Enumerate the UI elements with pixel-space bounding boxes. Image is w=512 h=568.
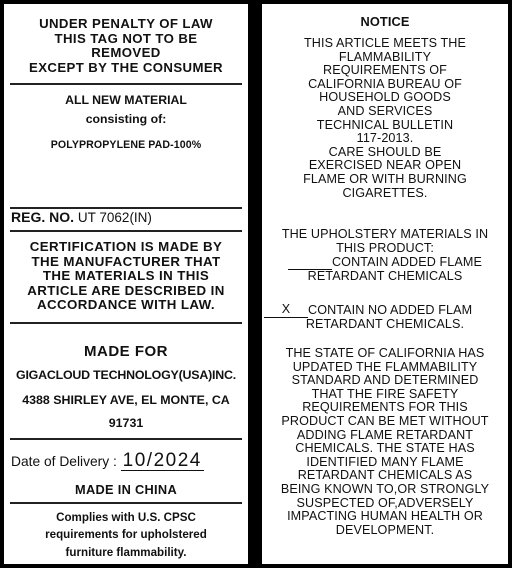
divider bbox=[10, 502, 242, 504]
notice-line: THIS ARTICLE MEETS THE bbox=[304, 36, 466, 50]
notice-line: HOUSEHOLD GOODS bbox=[319, 90, 451, 105]
divider bbox=[10, 230, 242, 232]
penalty-line: UNDER PENALTY OF LAW bbox=[39, 16, 213, 31]
california-line: UPDATED THE FLAMMABILITY bbox=[292, 359, 478, 374]
california-line: STANDARD AND DETERMINED bbox=[291, 373, 479, 388]
notice-line: CARE SHOULD BE bbox=[328, 144, 442, 159]
reg-label: REG. NO. bbox=[11, 209, 75, 225]
notice-line: EXERCISED NEAR OPEN bbox=[308, 158, 462, 173]
california-line: CHEMICALS. THE STATE HAS bbox=[295, 441, 475, 456]
certification-line: ARTICLE ARE DESCRIBED IN bbox=[27, 282, 225, 298]
company-address: 4388 SHIRLEY AVE, EL MONTE, CA bbox=[22, 393, 230, 407]
california-line: DEVELOPMENT. bbox=[335, 522, 435, 537]
notice-line: AND SERVICES bbox=[337, 103, 433, 118]
delivery-date bbox=[11, 451, 255, 471]
option-label: CONTAIN NO ADDED FLAM bbox=[308, 303, 473, 317]
notice-line: TECHNICAL BULLETIN bbox=[316, 117, 454, 132]
cpsc-line: requirements for upholstered bbox=[45, 528, 207, 542]
option-added-flame-retardant bbox=[262, 256, 508, 283]
cpsc-line: furniture flammability. bbox=[65, 545, 187, 559]
company-name: GIGACLOUD TECHNOLOGY(USA)INC. bbox=[16, 368, 236, 382]
california-line: RETARDANT CHEMICALS AS bbox=[297, 468, 473, 483]
upholstery-line: THE UPHOLSTERY MATERIALS IN bbox=[281, 227, 489, 241]
notice-title: NOTICE bbox=[360, 14, 410, 29]
notice-body bbox=[262, 37, 508, 200]
penalty-line: EXCEPT BY THE CONSUMER bbox=[29, 59, 223, 75]
delivery-label: Date of Delivery : bbox=[11, 454, 117, 469]
california-line: BEING KNOWN TO,OR STRONGLY bbox=[280, 481, 490, 496]
upholstery-statement bbox=[262, 228, 508, 255]
notice-line: FLAME OR WITH BURNING bbox=[303, 171, 467, 186]
california-line: IMPACTING HUMAN HEALTH OR bbox=[287, 509, 483, 524]
penalty-line: THIS TAG NOT TO BE bbox=[54, 30, 198, 46]
notice-line: 117-2013. bbox=[356, 131, 414, 146]
california-line: ADDING FLAME RETARDANT bbox=[296, 427, 474, 442]
divider bbox=[10, 438, 242, 440]
divider bbox=[10, 322, 242, 324]
option-label-continued: RETARDANT CHEMICALS. bbox=[305, 316, 465, 331]
california-line: PRODUCT CAN BE MET WITHOUT bbox=[281, 413, 489, 428]
material-content: POLYPROPYLENE PAD-100% bbox=[50, 139, 202, 151]
divider bbox=[10, 83, 242, 85]
certification-line: ACCORDANCE WITH LAW. bbox=[37, 297, 215, 313]
notice-line: CIGARETTES. bbox=[342, 185, 428, 200]
notice-line: REQUIREMENTS OF bbox=[323, 63, 447, 78]
certification-statement bbox=[4, 240, 248, 313]
material-heading: ALL NEW MATERIAL bbox=[65, 93, 187, 107]
notice-line: CALIFORNIA BUREAU OF bbox=[308, 76, 462, 91]
option-label: CONTAIN ADDED FLAME bbox=[331, 255, 482, 269]
checkbox-blank bbox=[288, 257, 332, 270]
made-for-label: MADE FOR bbox=[84, 343, 168, 360]
registration-number bbox=[11, 209, 255, 225]
delivery-value: 10/2024 bbox=[122, 450, 202, 471]
certification-line: THE MANUFACTURER THAT bbox=[31, 253, 221, 269]
california-line: IDENTIFIED MANY FLAME bbox=[306, 454, 464, 469]
penalty-warning bbox=[4, 17, 248, 75]
cpsc-compliance bbox=[4, 509, 248, 561]
reg-value: UT 7062(IN) bbox=[77, 210, 152, 225]
checkbox-marked: X bbox=[264, 303, 308, 318]
consisting-of-label: consisting of: bbox=[85, 112, 167, 126]
california-statement bbox=[262, 347, 508, 537]
option-no-added-flame-retardant bbox=[262, 303, 508, 331]
company-zip: 91731 bbox=[108, 416, 144, 430]
penalty-line: REMOVED bbox=[91, 45, 161, 60]
notice-line: FLAMMABILITY bbox=[338, 49, 432, 64]
certification-line: THE MATERIALS IN THIS bbox=[42, 268, 210, 284]
california-line: REQUIREMENTS FOR THIS bbox=[302, 400, 468, 415]
option-label-continued: RETARDANT CHEMICALS bbox=[307, 268, 463, 283]
made-in-label: MADE IN CHINA bbox=[74, 482, 177, 497]
california-line: THE STATE OF CALIFORNIA HAS bbox=[285, 346, 485, 360]
california-line: THAT THE FIRE SAFETY bbox=[311, 386, 459, 401]
right-tag-panel bbox=[262, 4, 508, 564]
california-line: SUSPECTED OF,ADVERSELY bbox=[296, 495, 474, 510]
upholstery-line: THIS PRODUCT: bbox=[336, 240, 434, 255]
left-tag-panel bbox=[4, 4, 248, 564]
cpsc-line: Complies with U.S. CPSC bbox=[56, 511, 196, 524]
certification-line: CERTIFICATION IS MADE BY bbox=[29, 239, 223, 254]
